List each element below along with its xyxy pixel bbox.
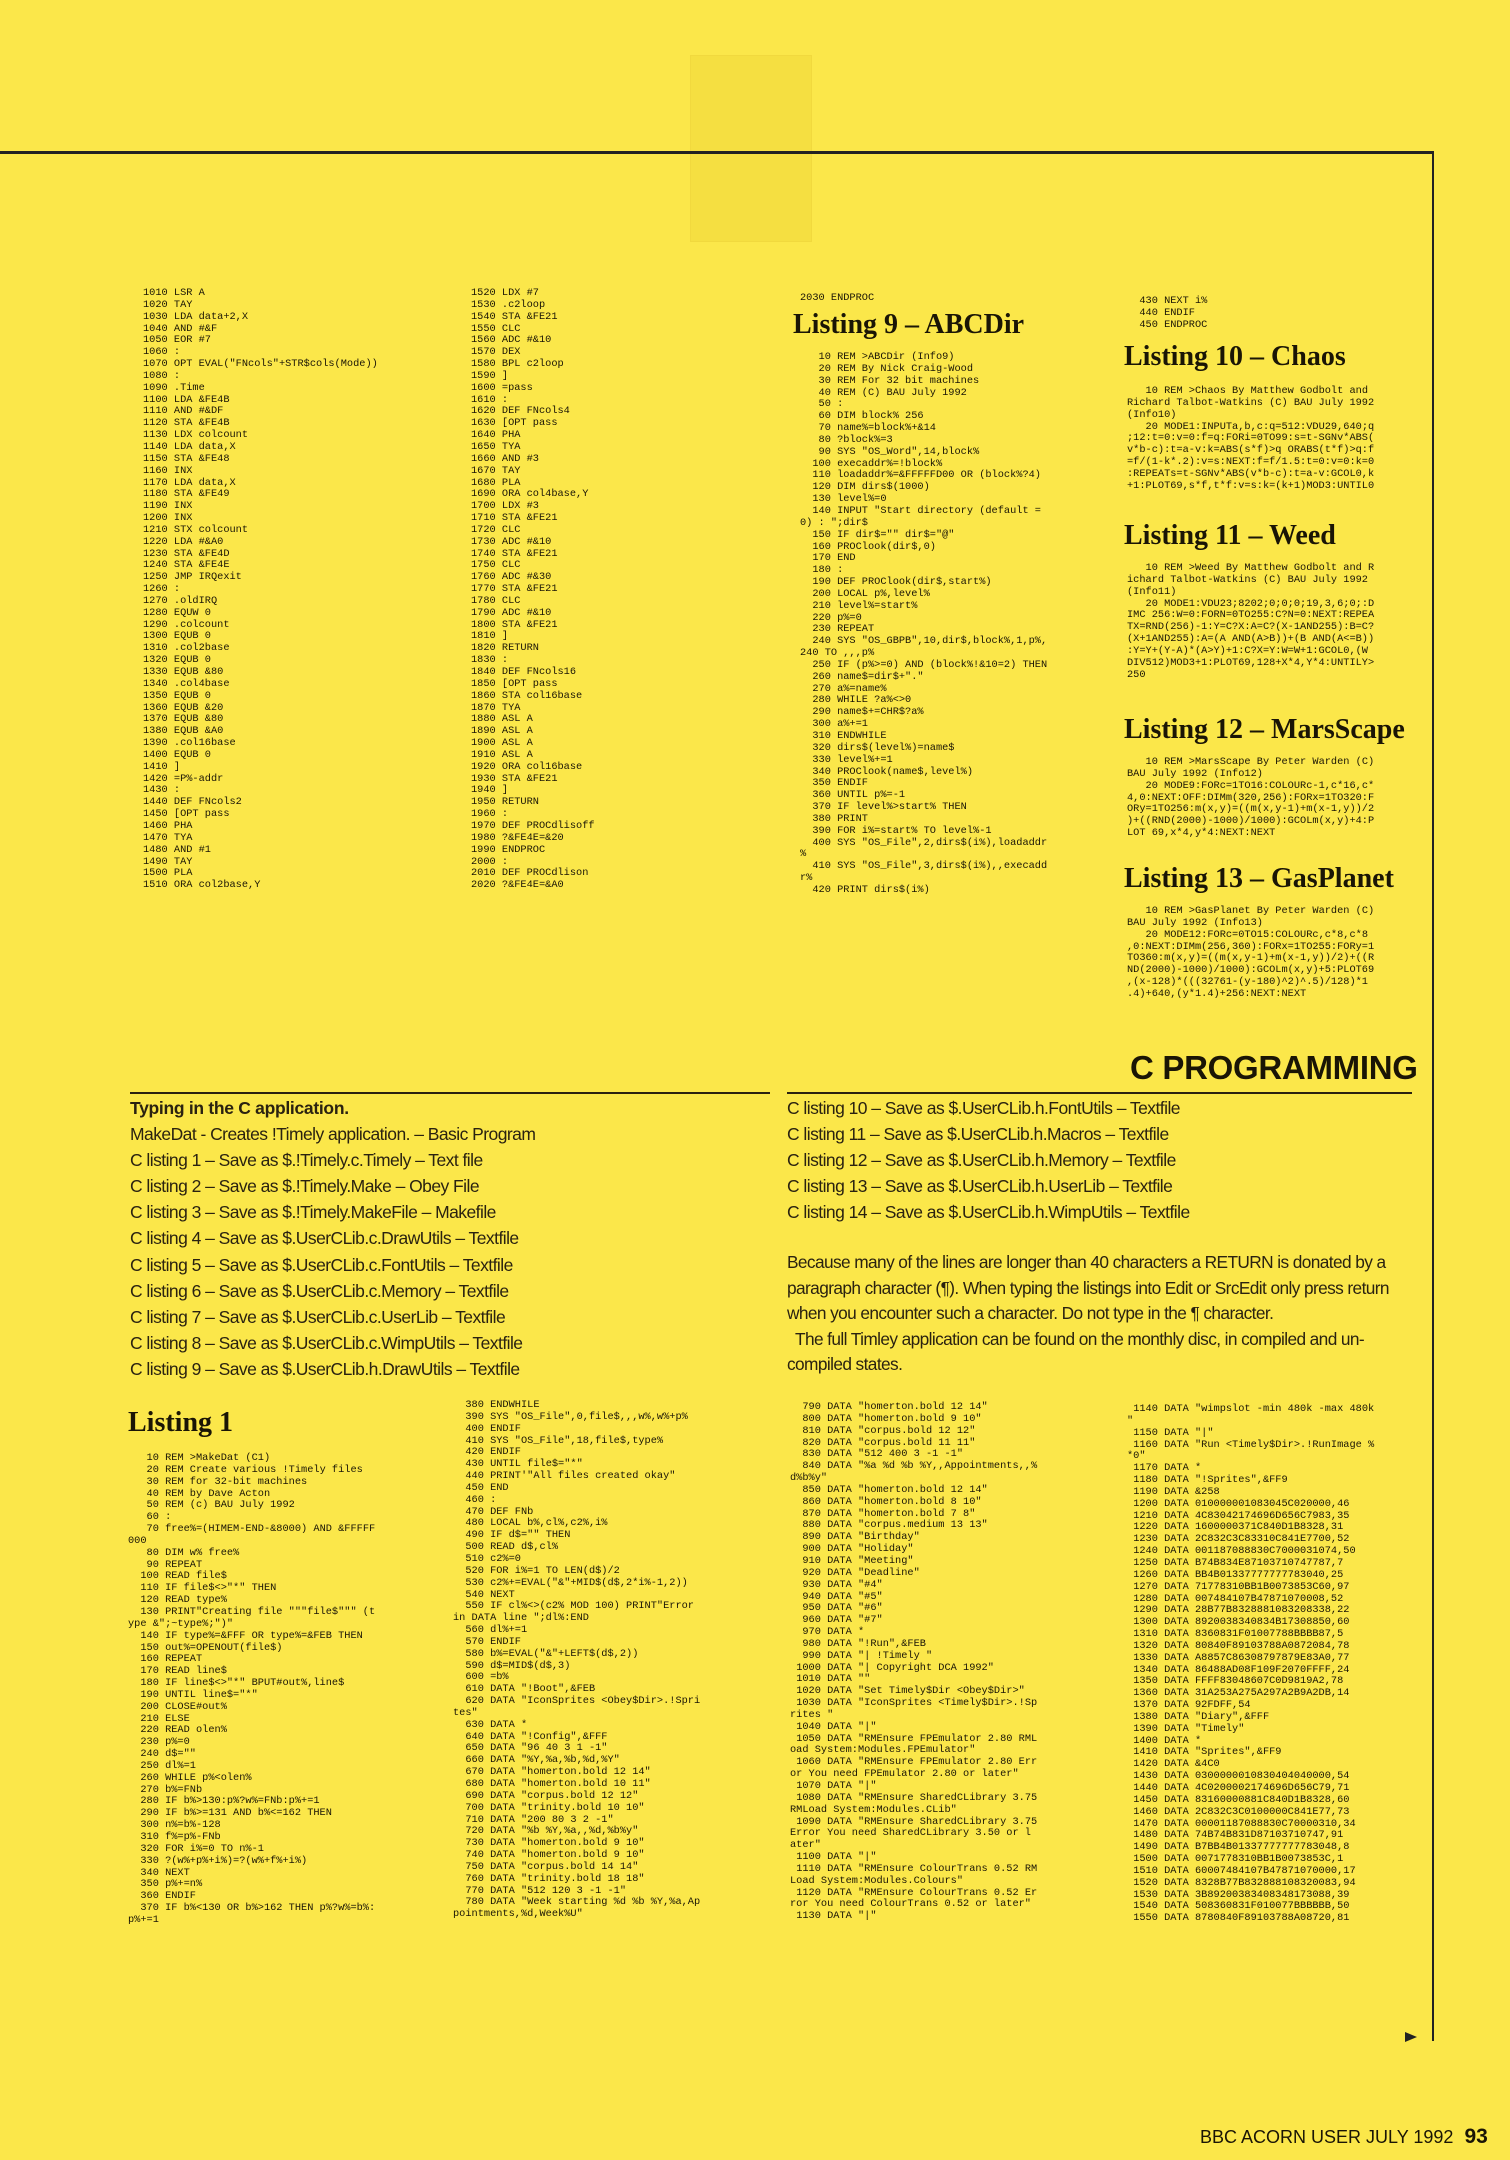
note-line: C listing 2 – Save as $.!Timely.Make – Obey File (130, 1176, 480, 1197)
typing-notes-right (787, 1095, 1190, 1225)
c-programming-heading: C PROGRAMMING (1130, 1049, 1418, 1086)
side-rule (1432, 151, 1434, 2041)
instructions-paragraph (787, 1250, 1412, 1378)
listing-1-code-b: 380 ENDWHILE 390 SYS "OS_File",0,file$,,,w%,w%+p% 400 ENDIF 410 SYS "OS_File",18,file$,type% 420 ENDIF 430 UNTIL file$="*" 440 PRINT'"All files created okay" 450 END 460 : 470 DEF FNb 480 LOCAL b%,cl%,c2%,i% 490 IF d$="" THEN 500 READ d$,cl% 510 c2%=0 520 FOR i%=1 TO LEN(d$)/2 530 c2%+=EVAL("&"+MID$(d$,2*i%-1,2)) 540 NEXT 550 IF cl%<>(c2% MOD 100) PRINT"Error in DATA line ";dl%:END 560 dl%+=1 570 ENDIF 580 b%=EVAL("&"+LEFT$(d$,2)) 590 d$=MID$(d$,3) 600 =b% 610 DATA "!Boot",&FEB 620 DATA "IconSprites <Obey$Dir>.!Spri tes" 630 DATA * 640 DATA "!Config",&FFF 650 DATA "96 40 3 1 -1" 660 DATA "%Y,%a,%b,%d,%Y" 670 DATA "homerton.bold 12 14" 680 DATA "homerton.bold 10 11" 690 DATA "corpus.bold 12 12" 700 DATA "trinity.bold 10 10" 710 DATA "200 80 3 2 -1" 720 DATA "%b %Y,%a,,%d,%b%y" 730 DATA "homerton.bold 9 10" 740 DATA "homerton.bold 9 10" 750 DATA "corpus.bold 14 14" 760 DATA "trinity.bold 18 18" 770 DATA "512 120 3 -1 -1" 780 DATA "Week starting %d %b %Y,%a,Ap pointments,%d,Week%U" (453, 1399, 701, 1921)
note-line: C listing 12 – Save as $.UserCLib.h.Memory – Textfile (787, 1150, 1176, 1171)
listing-9-code: 10 REM >ABCDir (Info9) 20 REM By Nick Craig-Wood 30 REM For 32 bit machines 40 REM (C) BAU July 1992 50 : 60 DIM block% 256 70 name%=block%+&14 80 ?block%=3 90 SYS "OS_Word",14,block% 100 execaddr%=!block% 110 loadaddr%=&FFFFFD00 OR (block%?4) 120 DIM dirs$(1000) 130 level%=0 140 INPUT "Start directory (default = 0) : ";dir$ 150 IF dir$="" dir$="@" 160 PROClook(dir$,0) 170 END 180 : 190 DEF PROClook(dir$,start%) 200 LOCAL p%,level% 210 level%=start% 220 p%=0 230 REPEAT 240 SYS "OS_GBPB",10,dir$,block%,1,p%, 240 TO ,,,p% 250 IF (p%>=0) AND (block%!&10=2) THEN 260 name$=dir$+"." 270 a%=name% 280 WHILE ?a%<>0 290 name$+=CHR$?a% 300 a%+=1 310 ENDWHILE 320 dirs$(level%)=name$ 330 level%+=1 340 PROClook(name$,level%) 350 ENDIF 360 UNTIL p%=-1 370 IF level%>start% THEN 380 PRINT 390 FOR i%=start% TO level%-1 400 SYS "OS_File",2,dirs$(i%),loadaddr % 410 SYS "OS_File",3,dirs$(i%),,execadd r% 420 PRINT dirs$(i%) (800, 351, 1048, 896)
listing-1-code-d: 1140 DATA "wimpslot -min 480k -max 480k " 1150 DATA "|" 1160 DATA "Run <Timely$Dir>.!RunImage % *0" 1170 DATA * 1180 DATA "!Sprites",&FF9 1190 DATA &258 1200 DATA 010000001083045C020000,46 1210 DATA 4C83042174696D656C7983,35 1220 DATA 1600000371C840D1B8328,31 1230 DATA 2C832C3C83310C841E7700,52 1240 DATA 001187088830C7000031074,50 1250 DATA B74B834E87103710747787,7 1260 DATA BB4B01337777777783040,25 1270 DATA 71778310BB1B0073853C60,97 1280 DATA 007484107B47871070008,52 1290 DATA 28B77B8328881083208338,22 1300 DATA 8920038340834B17308850,60 1310 DATA 8360831F01007788BBBB87,5 1320 DATA 80840F89103788A0872084,78 1330 DATA A8857C86308797879E83A0,77 1340 DATA 86488AD08F109F2070FFFF,24 1350 DATA FFFF83048607C0D9819A2,78 1360 DATA 31A253A275A297A2B9A2DB,14 1370 DATA 92FDFF,54 1380 DATA "Diary",&FFF 1390 DATA "Timely" 1400 DATA * 1410 DATA "Sprites",&FF9 1420 DATA &4C0 1430 DATA 0300000010830404040000,54 1440 DATA 4C0200002174696D656C79,71 1450 DATA 83160000881C840D1B8328,60 1460 DATA 2C832C3C0100000C841E77,73 1470 DATA 00001187088830C70000310,34 1480 DATA 74B74B831D87103710747,91 1490 DATA B7BB4B01337777777783048,8 1500 DATA 0071778310BB1B0073853C,1 1510 DATA 60007484107B47871070000,17 1520 DATA 8328B77B832888108320083,94 1530 DATA 3B89200383408348173088,39 1540 DATA 508360831F010077BBBBBB,50 1550 DATA 8780840F89103788A08720,81 (1127, 1403, 1375, 1925)
note-line: C listing 4 – Save as $.UserCLib.c.DrawUtils – Textfile (130, 1228, 519, 1249)
note-line: C listing 7 – Save as $.UserCLib.c.UserLib – Textfile (130, 1306, 506, 1327)
code-column-2: 1520 LDX #7 1530 .c2loop 1540 STA &FE21 1550 CLC 1560 ADC #&10 1570 DEX 1580 BPL c2loop 1590 ] 1600 =pass 1610 : 1620 DEF FNcols4 1630 [OPT pass 1640 PHA 1650 TYA 1660 AND #3 1670 TAY 1680 PLA 1690 ORA col4base,Y 1700 LDX #3 1710 STA &FE21 1720 CLC 1730 ADC #&10 1740 STA &FE21 1750 CLC 1760 ADC #&30 1770 STA &FE21 1780 CLC 1790 ADC #&10 1800 STA &FE21 1810 ] 1820 RETURN 1830 : 1840 DEF FNcols16 1850 [OPT pass 1860 STA col16base 1870 TYA 1880 ASL A 1890 ASL A 1900 ASL A 1910 ASL A 1920 ORA col16base 1930 STA &FE21 1940 ] 1950 RETURN 1960 : 1970 DEF PROCdlisoff 1980 ?&FE4E=&20 1990 ENDPROC 2000 : 2010 DEF PROCdlison 2020 ?&FE4E=&A0 (471, 287, 595, 892)
background-panel-shadow (690, 55, 812, 242)
listing-9-title: Listing 9 – ABCDir (793, 309, 1025, 340)
listing-1-code-a: 10 REM >MakeDat (C1) 20 REM Create various !Timely files 30 REM for 32-bit machines 40 REM by Dave Acton 50 REM (c) BAU July 1992 60 : 70 free%=(HIMEM-END-&8000) AND &FFFFF 000 80 DIM w% free% 90 REPEAT 100 READ file$ 110 IF file$<>"*" THEN 120 READ type% 130 PRINT"Creating file """file$""" (t ype &";~type%;")" 140 IF type%=&FFF OR type%=&FEB THEN 150 out%=OPENOUT(file$) 160 REPEAT 170 READ line$ 180 IF line$<>"*" BPUT#out%,line$ 190 UNTIL line$="*" 200 CLOSE#out% 210 ELSE 220 READ olen% 230 p%=0 240 d$="" 250 dl%=1 260 WHILE p%<olen% 270 b%=FNb 280 IF b%>130:p%?w%=FNb:p%+=1 290 IF b%>=131 AND b%<=162 THEN 300 n%=b%-128 310 f%=p%-FNb 320 FOR i%=0 TO n%-1 330 ?(w%+p%+i%)=?(w%+f%+i%) 340 NEXT 350 p%+=n% 360 ENDIF 370 IF b%<130 OR b%>162 THEN p%?w%=b%: p%+=1 (128, 1452, 376, 1926)
note-line: C listing 10 – Save as $.UserCLib.h.FontUtils – Textfile (787, 1098, 1180, 1118)
listing-1-title: Listing 1 (128, 1407, 234, 1438)
listing-10-code: 10 REM >Chaos By Matthew Godbolt and Richard Talbot-Watkins (C) BAU July 1992 (Info10) 20 MODE1:INPUTa,b,c:q=512:VDU29,640;q ;12:t=0:v=0:f=q:FORi=0TO99:s=t-SGNv*ABS( v*b-c):t=a-v:k=ABS(s*f)>q ORABS(t*f)>q:f =f/(1-k*.2):v=s:NEXT:f=f/1.5:t=0:v=0:k=0 :REPEATs=t-SGNv*ABS(v*b-c):t=a-v:GCOL0,k +1:PLOT69,s*f,t*f:v=s:k=(k+1)MOD3:UNTIL0 (1127, 385, 1375, 492)
note-line: MakeDat - Creates !Timely application. – Basic Program (130, 1124, 536, 1145)
listing-12-code: 10 REM >MarsScape By Peter Warden (C) BAU July 1992 (Info12) 20 MODE9:FORc=1TO16:COLOURc-1,c*16,c* 4,0:NEXT:OFF:DIMm(320,256):FORx=1TO320:F ORy=1TO256:m(x,y)=((m(x,y-1)+m(x-1,y))/2 )+((RND(2000)-1000)/1000):GCOLm(x,y)+4:P LOT 69,x*4,y*4:NEXT:NEXT (1127, 756, 1375, 840)
listing-13-title: Listing 13 – GasPlanet (1124, 863, 1394, 894)
note-line: C listing 8 – Save as $.UserCLib.c.WimpUtils – Textfile (130, 1332, 523, 1353)
instructions-text-2: The full Timley application can be found on the monthly disc, in compiled and un-compiled states. (787, 1328, 1365, 1375)
note-line: C listing 14 – Save as $.UserCLib.h.WimpUtils – Textfile (787, 1202, 1190, 1223)
note-line: C listing 9 – Save as $.UserCLib.h.DrawUtils – Textfile (130, 1358, 520, 1379)
note-line: C listing 5 – Save as $.UserCLib.c.FontUtils – Textfile (130, 1254, 513, 1275)
listing-10-title: Listing 10 – Chaos (1124, 341, 1346, 372)
section-rule-left (130, 1092, 770, 1094)
note-line: C listing 11 – Save as $.UserCLib.h.Macros – Textfile (787, 1124, 1169, 1145)
listing-11-title: Listing 11 – Weed (1124, 520, 1336, 551)
typing-notes-left (130, 1095, 535, 1382)
listing-12-title: Listing 12 – MarsScape (1124, 714, 1405, 745)
note-line: C listing 3 – Save as $.!Timely.MakeFile – Makefile (130, 1202, 496, 1223)
code-column-4-pre: 430 NEXT i% 440 ENDIF 450 ENDPROC (1139, 295, 1208, 331)
note-line: C listing 13 – Save as $.UserCLib.h.UserLib – Textfile (787, 1176, 1173, 1197)
page-footer (1200, 2125, 1488, 2149)
page-number: 93 (1464, 2125, 1488, 2148)
listing-1-code-c: 790 DATA "homerton.bold 12 14" 800 DATA "homerton.bold 9 10" 810 DATA "corpus.bold 12 12" 820 DATA "corpus.bold 11 11" 830 DATA "512 400 3 -1 -1" 840 DATA "%a %d %b %Y,,Appointments,,% d%b%y" 850 DATA "homerton.bold 12 14" 860 DATA "homerton.bold 8 10" 870 DATA "homerton.bold 7 8" 880 DATA "corpus.medium 13 13" 890 DATA "Birthday" 900 DATA "Holiday" 910 DATA "Meeting" 920 DATA "Deadline" 930 DATA "#4" 940 DATA "#5" 950 DATA "#6" 960 DATA "#7" 970 DATA * 980 DATA "!Run",&FEB 990 DATA "| !Timely " 1000 DATA "| Copyright DCA 1992" 1010 DATA "" 1020 DATA "Set Timely$Dir <Obey$Dir>" 1030 DATA "IconSprites <Timely$Dir>.!Sp rites " 1040 DATA "|" 1050 DATA "RMEnsure FPEmulator 2.80 RML oad System:Modules.FPEmulator" 1060 DATA "RMEnsure FPEmulator 2.80 Err or You need FPEmulator 2.80 or later" 1070 DATA "|" 1080 DATA "RMEnsure SharedCLibrary 3.75 RMLoad System:Modules.CLib" 1090 DATA "RMEnsure SharedCLibrary 3.75 Error You need SharedCLibrary 3.50 or l ater" 1100 DATA "|" 1110 DATA "RMEnsure ColourTrans 0.52 RM Load System:Modules.Colours" 1120 DATA "RMEnsure ColourTrans 0.52 Er ror You need ColourTrans 0.52 or later" 1130 DATA "|" (790, 1401, 1038, 1923)
listing-13-code: 10 REM >GasPlanet By Peter Warden (C) BAU July 1992 (Info13) 20 MODE12:FORc=0TO15:COLOURc,c*8,c*8 ,0:NEXT:DIMm(256,360):FORx=1TO255:FORy=1 TO360:m(x,y)=((m(x,y-1)+m(x-1,y))/2)+((R ND(2000)-1000)/1000):GCOLm(x,y)+5:PLOT69 ,(x-128)*(((32761-(y-180)^2)^.5)/128)*1 .4)+640,(y*1.4)+256:NEXT:NEXT (1127, 905, 1375, 1000)
code-column-1: 1010 LSR A 1020 TAY 1030 LDA data+2,X 1040 AND #&F 1050 EOR #7 1060 : 1070 OPT EVAL("FNcols"+STR$cols(Mode)) 1080 : 1090 .Time 1100 LDA &FE4B 1110 AND #&DF 1120 STA &FE4B 1130 LDX colcount 1140 LDA data,X 1150 STA &FE48 1160 INX 1170 LDA data,X 1180 STA &FE49 1190 INX 1200 INX 1210 STX colcount 1220 LDA #&A0 1230 STA &FE4D 1240 STA &FE4E 1250 JMP IRQexit 1260 : 1270 .oldIRQ 1280 EQUW 0 1290 .colcount 1300 EQUB 0 1310 .col2base 1320 EQUB 0 1330 EQUB &80 1340 .col4base 1350 EQUB 0 1360 EQUB &20 1370 EQUB &80 1380 EQUB &A0 1390 .col16base 1400 EQUB 0 1410 ] 1420 =P%-addr 1430 : 1440 DEF FNcols2 1450 [OPT pass 1460 PHA 1470 TYA 1480 AND #1 1490 TAY 1500 PLA 1510 ORA col2base,Y (143, 287, 378, 892)
instructions-text: Because many of the lines are longer than 40 characters a RETURN is donated by a paragraph character (¶). When typing the listings into Edit or SrcEdit only press return when you encounter such a character. Do not type in the ¶ character. (787, 1252, 1389, 1324)
typing-notes-title: Typing in the C application. (130, 1098, 349, 1118)
top-rule (0, 151, 1432, 154)
note-line: C listing 6 – Save as $.UserCLib.c.Memory – Textfile (130, 1280, 509, 1301)
section-rule-right (787, 1092, 1412, 1094)
note-line: C listing 1 – Save as $.!Timely.c.Timely – Text file (130, 1150, 483, 1171)
listing-11-code: 10 REM >Weed By Matthew Godbolt and R ichard Talbot-Watkins (C) BAU July 1992 (Info11) 20 MODE1:VDU23;8202;0;0;0;19,3,6;0;:D IMC 256:W=0:FORN=0TO255:C?N=0:NEXT:REPEA TX=RND(256)-1:Y=C?X:A=C?(X-1AND255):B=C? (X+1AND255):A=(A AND(A>B))+(B AND(A<=B)) :Y=Y+(Y-A)*(A>Y)+1:C?X=Y:W=W+1:GCOL0,(W DIV512)MOD3+1:PLOT69,128+X*4,Y*4:UNTILY> 250 (1127, 562, 1375, 681)
code-column-3-pre: 2030 ENDPROC (800, 292, 875, 304)
continue-arrow-icon (1405, 2032, 1417, 2042)
footer-publication: BBC ACORN USER JULY 1992 (1200, 2127, 1454, 2147)
